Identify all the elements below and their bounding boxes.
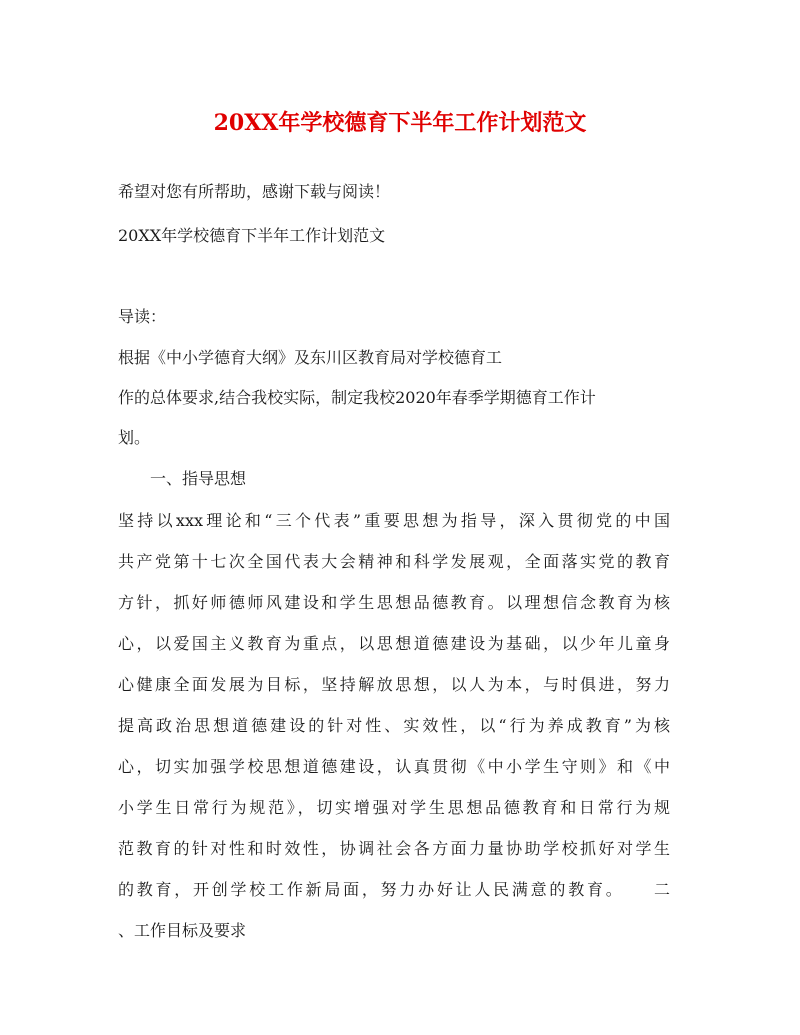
guide-line: 根据《中小学德育大纲》及东川区教育局对学校德育工 xyxy=(118,348,503,367)
paragraph-line: 心，以爱国主义教育为重点，以思想道德建设为基础，以少年儿童身 xyxy=(118,634,670,653)
guide-line: 划。 xyxy=(118,428,151,447)
paragraph-line: 的教育，开创学校工作新局面，努力办好让人民满意的教育。 二 xyxy=(118,880,670,899)
section-heading: 、工作目标及要求 xyxy=(118,921,247,940)
paragraph-line: 心，切实加强学校思想道德建设，认真贯彻《中小学生守则》和《中 xyxy=(118,757,670,776)
guide-line: 作的总体要求,结合我校实际，制定我校2020年春季学期德育工作计 xyxy=(118,388,596,407)
paragraph-line: 小学生日常行为规范》，切实增强对学生思想品德教育和日常行为规 xyxy=(118,798,670,817)
paragraph-line: 心健康全面发展为目标，坚持解放思想，以人为本，与时俱进，努力 xyxy=(118,675,670,694)
guide-heading: 导读： xyxy=(118,307,167,326)
document-title: 20XX年学校德育下半年工作计划范文 xyxy=(213,110,587,136)
paragraph-line: 坚持以xxx理论和“三个代表”重要思想为指导，深入贯彻党的中国 xyxy=(118,511,670,530)
paragraph-line: 范教育的针对性和时效性，协调社会各方面力量协助学校抓好对学生 xyxy=(118,839,670,858)
paragraph-line: 共产党第十七次全国代表大会精神和科学发展观，全面落实党的教育 xyxy=(118,552,670,571)
intro-line: 20XX年学校德育下半年工作计划范文 xyxy=(118,226,386,245)
paragraph-line: 提高政治思想道德建设的针对性、实效性，以“行为养成教育”为核 xyxy=(118,716,670,735)
section-heading: 一、指导思想 xyxy=(150,469,247,488)
intro-line: 希望对您有所帮助，感谢下载与阅读！ xyxy=(118,182,391,201)
paragraph-line: 方针，抓好师德师风建设和学生思想品德教育。以理想信念教育为核 xyxy=(118,593,670,612)
